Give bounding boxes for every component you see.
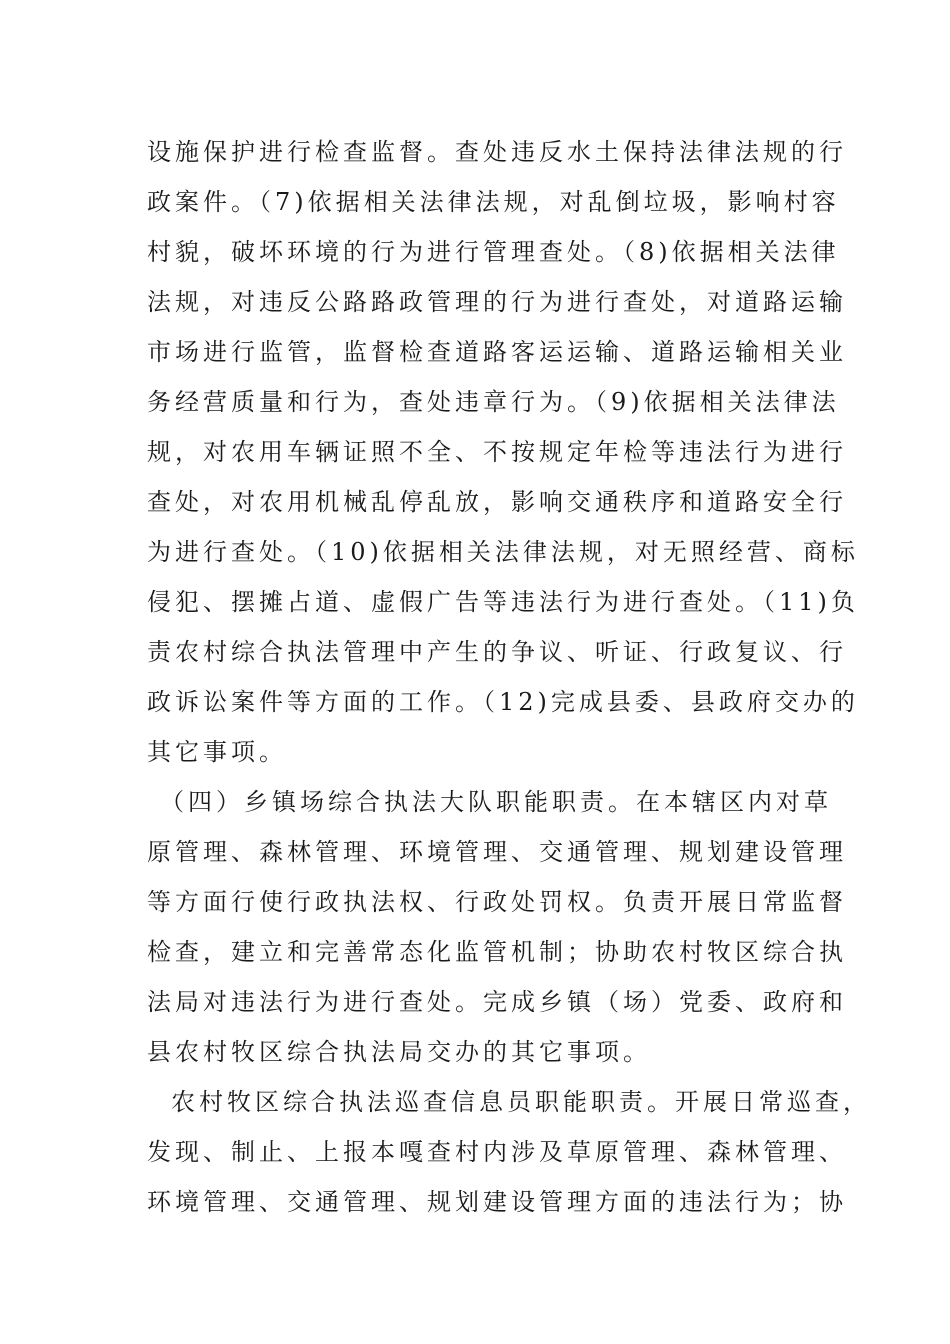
text-line: 政诉讼案件等方面的工作。（12)完成县委、县政府交办的: [147, 688, 859, 716]
text-line: 原管理、森林管理、环境管理、交通管理、规划建设管理: [147, 838, 847, 866]
text-line: 设施保护进行检查监督。查处违反水土保持法律法规的行: [147, 138, 847, 166]
text-line: 发现、制止、上报本嘎查村内涉及草原管理、森林管理、: [147, 1138, 847, 1166]
paragraph-start-line: 农村牧区综合执法巡查信息员职能职责。开展日常巡查，: [171, 1088, 871, 1116]
text-line: 务经营质量和行为，查处违章行为。（9)依据相关法律法: [147, 388, 840, 416]
text-line: 责农村综合执法管理中产生的争议、听证、行政复议、行: [147, 638, 847, 666]
text-line: 检查，建立和完善常态化监管机制；协助农村牧区综合执: [147, 938, 847, 966]
text-line: 等方面行使行政执法权、行政处罚权。负责开展日常监督: [147, 888, 847, 916]
text-line: 为进行查处。（10)依据相关法律法规，对无照经营、商标: [147, 538, 859, 566]
text-line: 县农村牧区综合执法局交办的其它事项。: [147, 1038, 651, 1066]
text-line: 政案件。（7)依据相关法律法规，对乱倒垃圾，影响村容: [147, 188, 840, 216]
text-line: 村貌，破坏环境的行为进行管理查处。（8)依据相关法律: [147, 238, 840, 266]
section-heading-line: （四）乡镇场综合执法大队职能职责。在本辖区内对草: [160, 788, 832, 816]
text-line: 其它事项。: [147, 738, 287, 766]
text-line: 法局对违法行为进行查处。完成乡镇（场）党委、政府和: [147, 988, 847, 1016]
text-line: 法规，对违反公路路政管理的行为进行查处，对道路运输: [147, 288, 847, 316]
text-line: 环境管理、交通管理、规划建设管理方面的违法行为；协: [147, 1188, 847, 1216]
text-line: 市场进行监管，监督检查道路客运运输、道路运输相关业: [147, 338, 847, 366]
text-line: 侵犯、摆摊占道、虚假广告等违法行为进行查处。（11)负: [147, 588, 859, 616]
text-line: 查处，对农用机械乱停乱放，影响交通秩序和道路安全行: [147, 488, 847, 516]
text-line: 规，对农用车辆证照不全、不按规定年检等违法行为进行: [147, 438, 847, 466]
